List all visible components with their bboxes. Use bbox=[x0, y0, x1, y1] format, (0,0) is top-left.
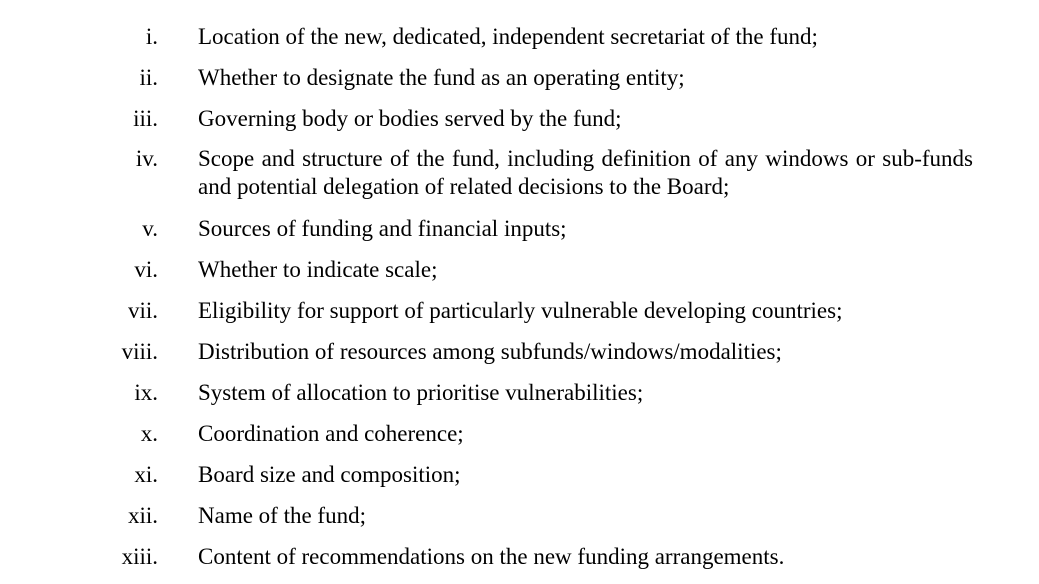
list-item-text: Distribution of resources among subfunds/windows/modalities; bbox=[198, 339, 782, 364]
list-item-text: Coordination and coherence; bbox=[198, 421, 464, 446]
list-item-number: xi. bbox=[134, 462, 158, 487]
list-item-number: vii. bbox=[127, 298, 158, 323]
list-item-text: Governing body or bodies served by the fund; bbox=[198, 106, 622, 131]
list-item-text: Eligibility for support of particularly vulnerable developing countries; bbox=[198, 298, 843, 323]
list-item-number: v. bbox=[142, 216, 158, 241]
list-item-number: iv. bbox=[135, 146, 158, 171]
list-item-number: xii. bbox=[127, 503, 158, 528]
list-item-number: i. bbox=[145, 24, 158, 49]
list-item-number: x. bbox=[140, 421, 158, 446]
list-item-number: ii. bbox=[139, 65, 158, 90]
list-item-number: xiii. bbox=[121, 544, 158, 569]
list-item-text: Name of the fund; bbox=[198, 503, 366, 528]
list-item-text: Whether to indicate scale; bbox=[198, 257, 438, 282]
list-item-text: Whether to designate the fund as an operating entity; bbox=[198, 65, 685, 90]
list-item-number: ix. bbox=[134, 380, 158, 405]
list-item-text: Content of recommendations on the new funding arrangements. bbox=[198, 544, 785, 569]
list-item-text: Sources of funding and financial inputs; bbox=[198, 216, 567, 241]
list-item-text: Location of the new, dedicated, independent secretariat of the fund; bbox=[198, 24, 818, 49]
list-item-number: viii. bbox=[121, 339, 158, 364]
list-item-text: Scope and structure of the fund, including definition of any windows or sub-funds and potential delegation of related decisions to the Board; bbox=[198, 146, 973, 199]
list-item-text: Board size and composition; bbox=[198, 462, 461, 487]
list-item-text: System of allocation to prioritise vulnerabilities; bbox=[198, 380, 644, 405]
list-item-number: iii. bbox=[133, 106, 158, 131]
list-item-number: vi. bbox=[134, 257, 158, 282]
